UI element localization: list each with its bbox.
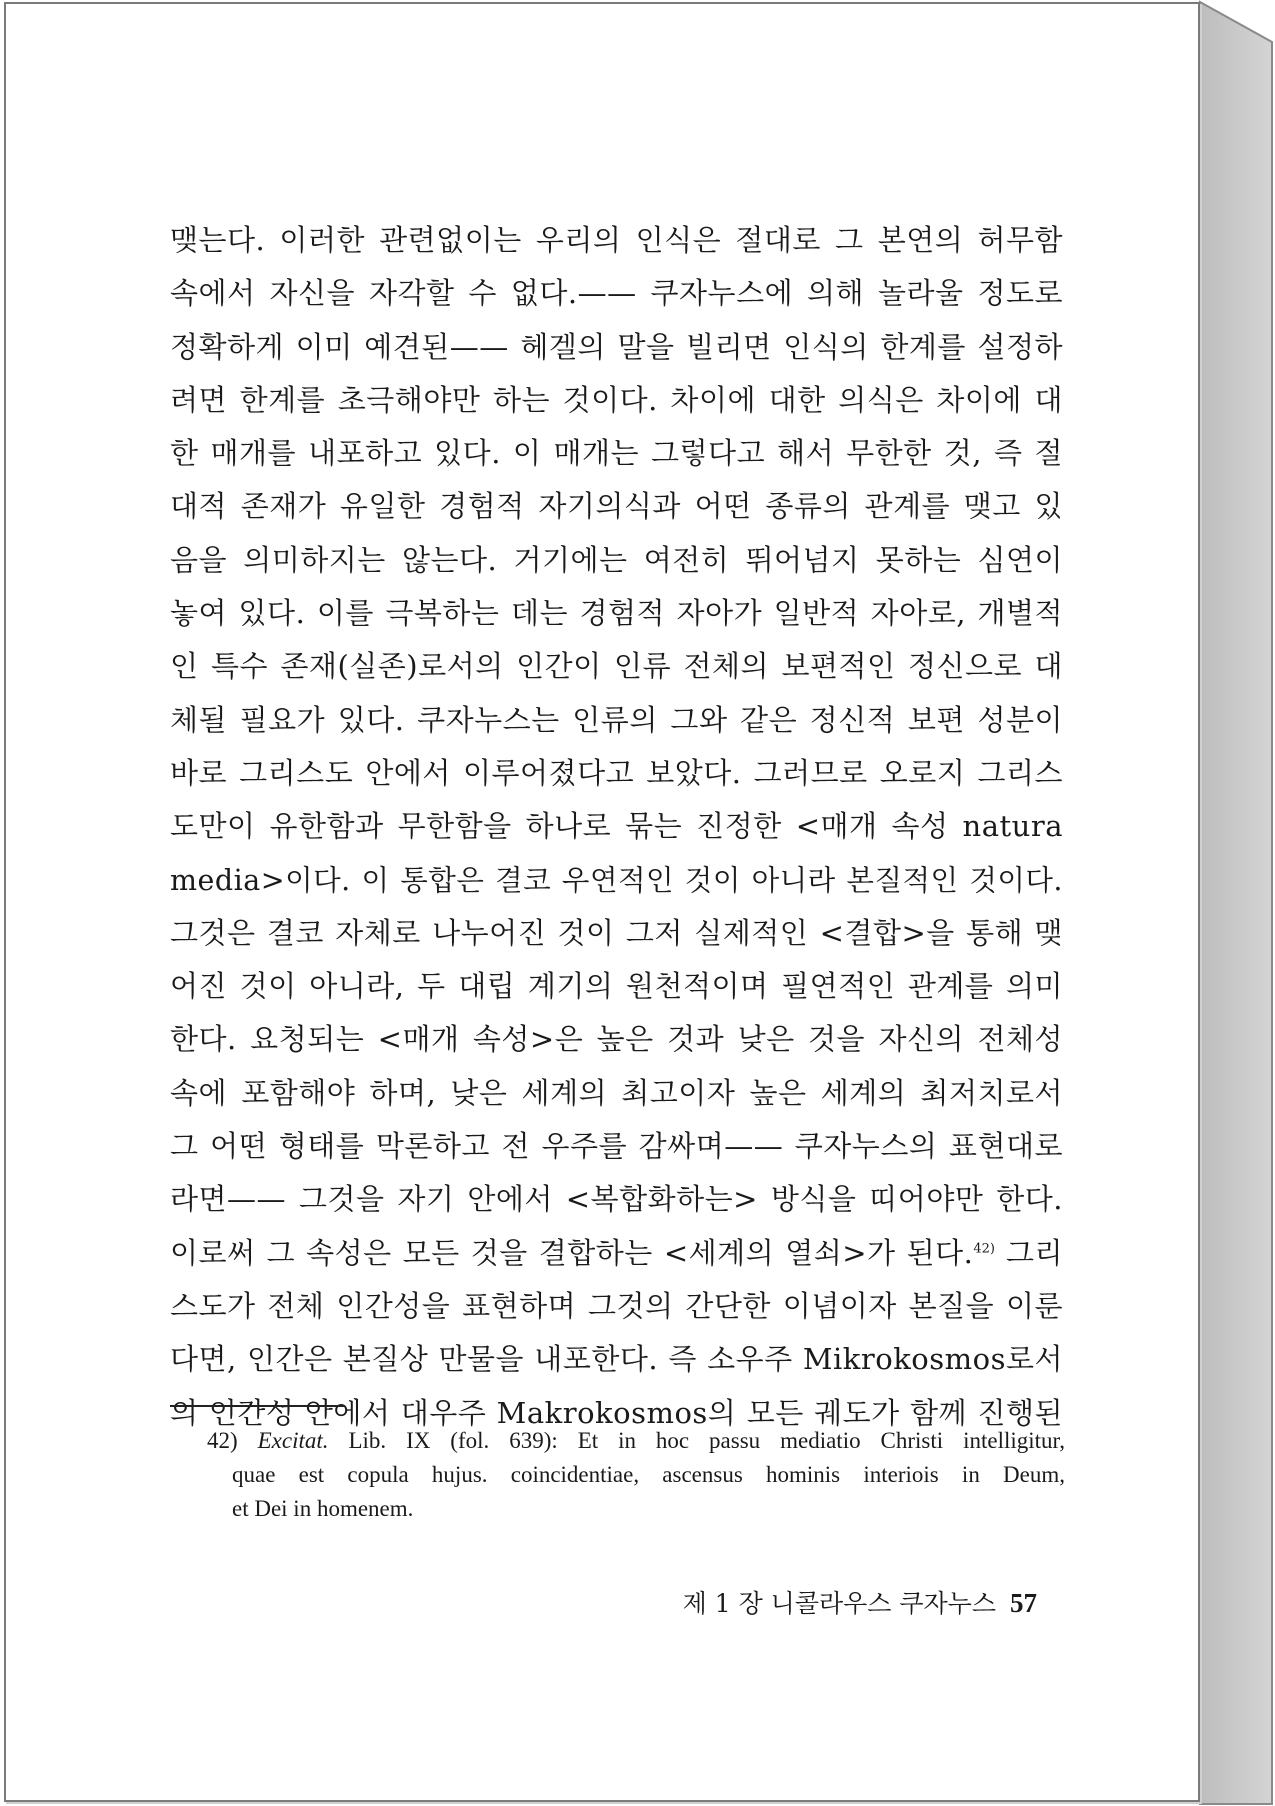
text-line: 정확하게 이미 예견된—— 헤겔의 말을 빌리면 인식의 한계를 설정하 (170, 329, 1063, 364)
page-number: 57 (1010, 1588, 1037, 1618)
footnote-source: Excitat. (257, 1428, 329, 1453)
footnote (207, 1424, 1065, 1526)
text-line: 놓여 있다. 이를 극복하는 데는 경험적 자아가 일반적 자아로, 개별적 (170, 596, 1063, 631)
footnote-line: quae est copula hujus. coincidentiae, ascensus hominis interiois in Deum, (232, 1462, 1065, 1487)
text-line-segment: 이로써 그 속성은 모든 것을 결합하는 <세계의 열쇠>가 된다. (170, 1235, 974, 1270)
body-text (170, 214, 1063, 1440)
footnote-line (207, 1424, 1065, 1458)
text-line: 한다. 요청되는 <매개 속성>은 높은 것과 낮은 것을 자신의 전체성 (170, 1022, 1063, 1057)
text-line: 의 인간성 안에서 대우주 Makrokosmos의 모든 궤도가 함께 진행된 (170, 1395, 1063, 1430)
text-line: 도만이 유한함과 무한함을 하나로 묶는 진정한 <매개 속성 natura (170, 809, 1063, 844)
text-line: 바로 그리스도 안에서 이루어졌다고 보았다. 그러므로 오로지 그리스 (170, 755, 1063, 790)
text-line-with-footnote-ref (170, 1227, 1063, 1280)
text-line: 속에 포함해야 하며, 낮은 세계의 최고이자 높은 세계의 최저치로서 (170, 1075, 1063, 1110)
text-line: 어진 것이 아니라, 두 대립 계기의 원천적이며 필연적인 관계를 의미 (170, 969, 1063, 1004)
footnote-number: 42) (207, 1428, 238, 1453)
text-line: 맺는다. 이러한 관련없이는 우리의 인식은 절대로 그 본연의 허무함 (170, 223, 1063, 257)
footnote-line: et Dei in homenem. (232, 1496, 414, 1521)
text-line: 라면—— 그것을 자기 안에서 <복합화하는> 방식을 띠어야만 한다. (170, 1182, 1063, 1217)
book-edge-right (1200, 2, 1272, 1804)
running-footer (683, 1584, 1037, 1620)
text-line: 한 매개를 내포하고 있다. 이 매개는 그렇다고 해서 무한한 것, 즉 절 (170, 436, 1063, 471)
footnote-divider (170, 1405, 345, 1407)
text-line: 려면 한계를 초극해야만 하는 것이다. 차이에 대한 의식은 차이에 대 (170, 382, 1063, 417)
text-line: 속에서 자신을 자각할 수 없다.—— 쿠자누스에 의해 놀라울 정도로 (170, 276, 1063, 311)
text-line: 대적 존재가 유일한 경험적 자기의식과 어떤 종류의 관계를 맺고 있 (170, 489, 1063, 524)
text-line: 그것은 결코 자체로 나누어진 것이 그저 실제적인 <결합>을 통해 맺 (170, 915, 1063, 950)
footnote-reference[interactable]: 42) (973, 1240, 995, 1256)
text-line: 그 어떤 형태를 막론하고 전 우주를 감싸며—— 쿠자누스의 표현대로 (170, 1129, 1063, 1164)
text-line: 스도가 전체 인간성을 표현하며 그것의 간단한 이념이자 본질을 이룬 (170, 1288, 1063, 1323)
footnote-text: Lib. IX (fol. 639): Et in hoc passu mediatio Christi intelligitur, (328, 1428, 1065, 1453)
text-line: 인 특수 존재(실존)로서의 인간이 인류 전체의 보편적인 정신으로 대 (170, 649, 1063, 684)
text-line: 체될 필요가 있다. 쿠자누스는 인류의 그와 같은 정신적 보편 성분이 (170, 702, 1063, 737)
chapter-title: 제 1 장 니콜라우스 쿠자누스 (682, 1589, 996, 1618)
text-line: media>이다. 이 통합은 결코 우연적인 것이 아니라 본질적인 것이다. (170, 863, 1063, 897)
text-line: 음을 의미하지는 않는다. 거기에는 여전히 뛰어넘지 못하는 심연이 (170, 542, 1063, 577)
text-line: 다면, 인간은 본질상 만물을 내포한다. 즉 소우주 Mikrokosmos로서 (170, 1342, 1063, 1377)
text-line-segment: 그리 (994, 1235, 1063, 1270)
